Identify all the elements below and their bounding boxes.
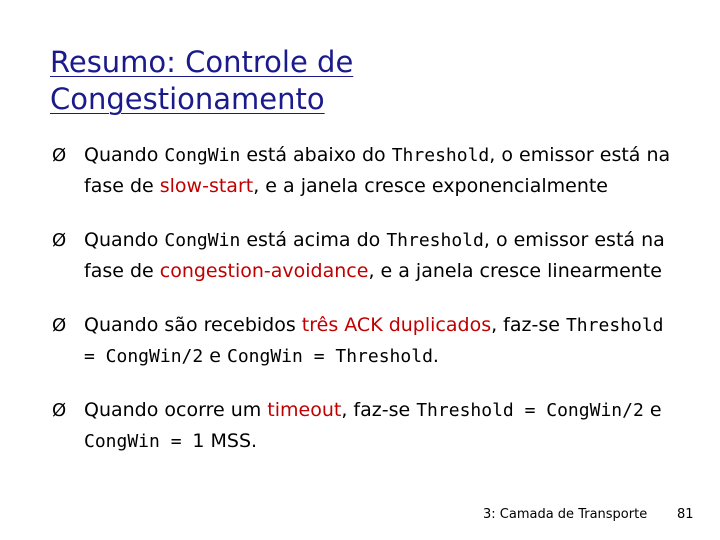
bullet-text: Quando bbox=[84, 229, 165, 251]
bullet-item bbox=[52, 395, 672, 457]
bullet-arrow-icon: Ø bbox=[52, 315, 67, 336]
bullet-arrow-icon: Ø bbox=[52, 400, 67, 421]
bullet-text: , o emissor está na fase de bbox=[84, 144, 671, 197]
bullet-text: e bbox=[203, 345, 227, 367]
bullet-arrow-icon: Ø bbox=[52, 230, 67, 251]
bullet-text: , e a janela cresce linearmente bbox=[368, 260, 662, 282]
highlight-term: slow-start bbox=[159, 175, 254, 197]
bullet-text: Quando ocorre um bbox=[84, 399, 268, 421]
title-line-2: Congestionamento bbox=[50, 82, 325, 116]
bullet-text: , o emissor está na fase de bbox=[84, 229, 665, 282]
title-line-1: Resumo: Controle de bbox=[50, 45, 354, 79]
code-term: Threshold = CongWin/2 bbox=[416, 400, 644, 421]
code-term: CongWin bbox=[164, 145, 241, 166]
bullet-item bbox=[52, 225, 672, 287]
bullet-text: . bbox=[432, 345, 439, 367]
code-term: CongWin bbox=[164, 230, 241, 251]
bullet-text: está acima do bbox=[240, 229, 387, 251]
bullet-text: está abaixo do bbox=[240, 144, 392, 166]
bullet-arrow-icon: Ø bbox=[52, 145, 67, 166]
bullet-text: , e a janela cresce exponencialmente bbox=[253, 175, 608, 197]
bullet-list bbox=[52, 140, 672, 480]
highlight-term: congestion-avoidance bbox=[159, 260, 369, 282]
slide-title bbox=[50, 44, 610, 118]
code-term: Threshold = CongWin/2 bbox=[84, 315, 664, 367]
code-term: CongWin = Threshold bbox=[227, 346, 433, 367]
bullet-text: e bbox=[643, 399, 662, 421]
code-term: Threshold bbox=[391, 145, 490, 166]
bullet-item bbox=[52, 140, 672, 202]
highlight-term: timeout bbox=[267, 399, 342, 421]
page-number: 81 bbox=[677, 507, 694, 522]
code-term: Threshold bbox=[386, 230, 484, 251]
bullet-text: Quando são recebidos bbox=[84, 314, 302, 336]
bullet-text: Quando bbox=[84, 144, 165, 166]
bullet-text: , faz-se bbox=[491, 314, 566, 336]
highlight-term: três ACK duplicados bbox=[301, 314, 492, 336]
bullet-item bbox=[52, 310, 672, 372]
footer-chapter: 3: Camada de Transporte bbox=[483, 507, 648, 522]
code-term: CongWin = bbox=[84, 431, 193, 452]
bullet-text: , faz-se bbox=[341, 399, 417, 421]
bullet-text: 1 MSS. bbox=[192, 430, 258, 452]
